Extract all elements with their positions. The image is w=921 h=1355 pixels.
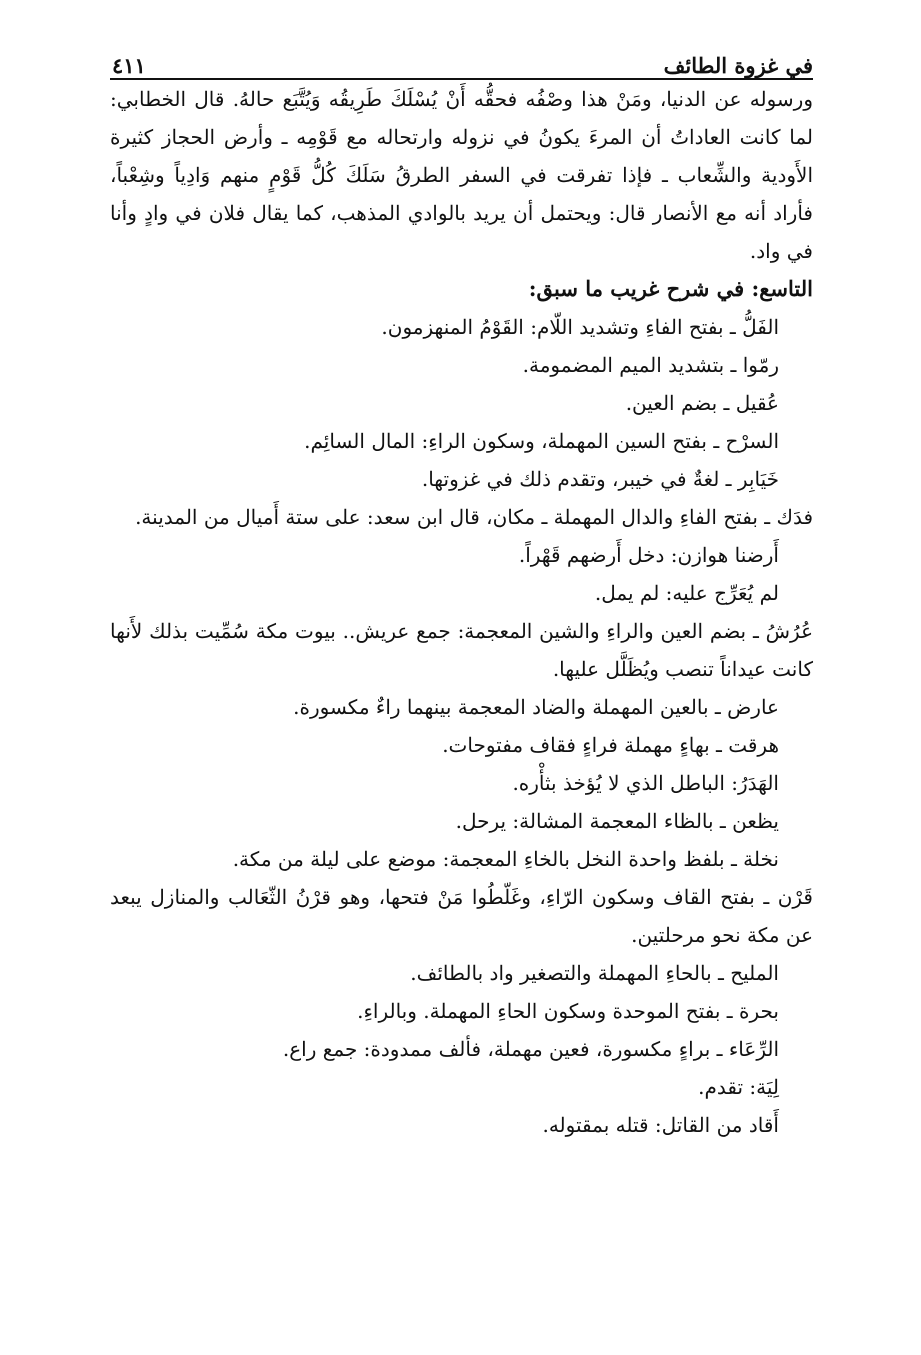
glossary-entry: السرْح ـ بفتح السين المهملة، وسكون الراءِ: المال السائِم. (304, 429, 779, 453)
glossary-entry: بحرة ـ بفتح الموحدة وسكون الحاءِ المهملة. وبالراءِ. (357, 999, 779, 1023)
glossary-entry: الهَدَرُ: الباطل الذي لا يُؤخذ بثأْره. (512, 771, 779, 795)
glossary-entry: عُرُشُ ـ بضم العين والراءِ والشين المعجمة: جمع عريش.. بيوت مكة سُمِّيت بذلك لأَنها كانت عيداناً تنصب ويُظَلَّل عليها. (110, 619, 813, 681)
intro-paragraph: ورسوله عن الدنيا، ومَنْ هذا وصْفُه فحقُّه أَنْ يُسْلَكَ طَرِيقُه وَيُتَّبَع حالهُ. قال الخطابي: لما كانت العاداتُ أن المرءَ يكونُ في نزوله وارتحاله مع قَوْمِه ـ وأرض الحجاز كثيرة الأَودية والشِّعاب ـ فإذا تفرقت في السفر الطرقُ سَلَكَ كُلُّ قَوْمٍ منهم وَادِياً وشِعْباً، فأراد أنه مع الأنصار قال: ويحتمل أن يريد بالوادي المذهب، كما يقال فلان في وادٍ وأنا في واد. (110, 87, 813, 263)
glossary-entry: الرِّعَاء ـ براءٍ مكسورة، فعين مهملة، فألف ممدودة: جمع راع. (282, 1037, 779, 1061)
glossary-entry: خَيَابِر ـ لغةٌ في خيبر، وتقدم ذلك في غزوتها. (421, 467, 779, 491)
glossary-entry: أَقاد من القاتل: قتله بمقتوله. (542, 1113, 779, 1137)
glossary-entry: هرقت ـ بهاءٍ مهملة فراءٍ فقاف مفتوحات. (442, 733, 779, 757)
glossary-entry: الفَلُّ ـ بفتح الفاءِ وتشديد اللّام: القَوْمُ المنهزمون. (381, 315, 779, 339)
glossary-entry: عُقيل ـ بضم العين. (625, 391, 779, 415)
glossary-entry: يظعن ـ بالظاء المعجمة المشالة: يرحل. (455, 809, 779, 833)
glossary-entry: لِيَة: تقدم. (698, 1075, 779, 1099)
running-title: في غزوة الطائف (663, 53, 813, 78)
glossary-entry: نخلة ـ بلفظ واحدة النخل بالخاءِ المعجمة: موضع على ليلة من مكة. (232, 847, 779, 871)
glossary-entry: رمّوا ـ بتشديد الميم المضمومة. (522, 353, 779, 377)
page-header (110, 34, 813, 80)
glossary-entry: المليح ـ بالحاءِ المهملة والتصغير واد بالطائف. (410, 961, 779, 985)
glossary-entry: عارض ـ بالعين المهملة والضاد المعجمة بينهما راءٌ مكسورة. (293, 695, 779, 719)
page-body (110, 80, 813, 1144)
page-number: ٤١١ (112, 53, 146, 78)
glossary-entry: لم يُعَرِّج عليه: لم يمل. (594, 581, 779, 605)
glossary-entry: قَرْن ـ بفتح القاف وسكون الرّاءِ، وغَلّطُوا مَنْ فتحها، وهو قرْنُ الثّعَالب والمنازل يبعد عن مكة نحو مرحلتين. (110, 885, 813, 947)
glossary-entry: فدَك ـ بفتح الفاءِ والدال المهملة ـ مكان، قال ابن سعد: على ستة أَميال من المدينة. (135, 505, 813, 529)
section-heading: التاسع: في شرح غريب ما سبق: (528, 276, 813, 301)
glossary-entry: أَرضنا هوازن: دخل أَرضهم قَهْراً. (518, 543, 779, 567)
